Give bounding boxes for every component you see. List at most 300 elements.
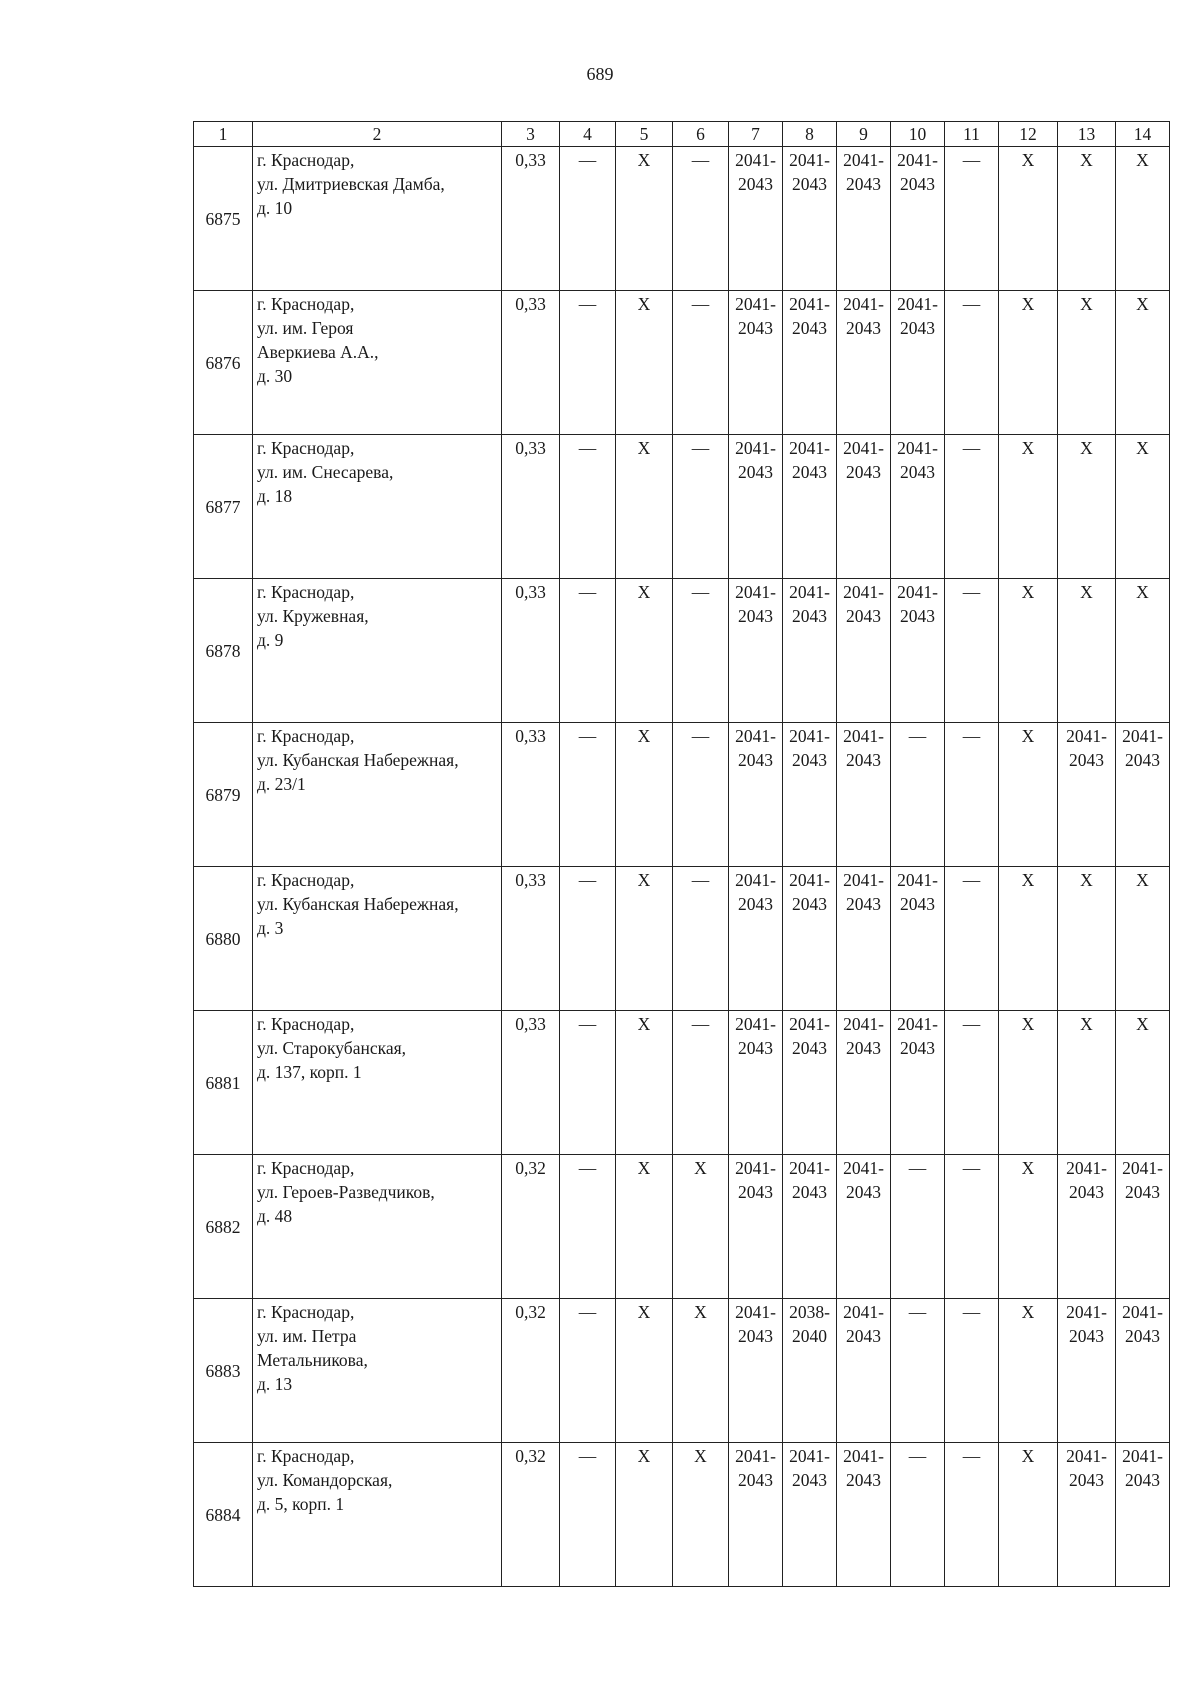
cell-value: 2041- (897, 150, 938, 170)
cell-value: X (1021, 1302, 1035, 1322)
cell-value: 2041- (1122, 1302, 1163, 1322)
cell-value: X (1136, 150, 1149, 170)
value-cell-col-7 (729, 1299, 783, 1443)
cell-value: — (908, 1446, 927, 1466)
table-row (194, 291, 1170, 435)
value-cell-col-6 (673, 1155, 729, 1299)
value-cell-col-8 (783, 147, 837, 291)
value-cell-col-11 (945, 723, 999, 867)
value-cell-col-7 (729, 723, 783, 867)
cell-value: X (1080, 582, 1093, 602)
value-cell-col-4 (560, 1299, 616, 1443)
cell-value: X (1021, 1158, 1035, 1178)
cell-value: X (694, 1446, 707, 1466)
address-line: г. Краснодар, (257, 726, 355, 746)
cell-value: 2041- (897, 438, 938, 458)
cell-value: — (691, 294, 710, 314)
value-cell-col-5 (616, 867, 673, 1011)
cell-value: — (691, 150, 710, 170)
cell-value: X (637, 582, 651, 602)
value-cell-col-5 (616, 1299, 673, 1443)
value-cell-col-4 (560, 1443, 616, 1587)
cell-value: 2043 (846, 318, 881, 338)
column-header-2: 2 (253, 122, 502, 147)
cell-value: X (1136, 294, 1149, 314)
cell-value: 2043 (1069, 1470, 1104, 1490)
value-cell-col-6 (673, 291, 729, 435)
cell-value: 2041- (843, 1014, 884, 1034)
value-cell-col-12 (999, 291, 1058, 435)
cell-value: — (578, 438, 597, 458)
cell-value: X (694, 1302, 707, 1322)
value-cell-col-13 (1058, 579, 1116, 723)
value-cell-col-4 (560, 435, 616, 579)
address-line: г. Краснодар, (257, 150, 355, 170)
cell-value: 2041- (735, 294, 776, 314)
cell-value: 2041- (1066, 726, 1107, 746)
cell-value: — (908, 726, 927, 746)
table-row (194, 579, 1170, 723)
value-cell-col-5 (616, 723, 673, 867)
cell-value: 2041- (1122, 1446, 1163, 1466)
cell-value: 0,33 (515, 1014, 546, 1034)
value-cell-col-5 (616, 147, 673, 291)
cell-value: 2041- (1066, 1446, 1107, 1466)
cell-value: 2043 (738, 1182, 773, 1202)
value-cell-col-13 (1058, 1011, 1116, 1155)
value-cell-col-14 (1116, 1155, 1170, 1299)
column-header-8: 8 (783, 122, 837, 147)
cell-value: 2043 (846, 894, 881, 914)
cell-value: 2043 (900, 462, 935, 482)
value-cell-col-10 (891, 1155, 945, 1299)
cell-value: 2041- (735, 582, 776, 602)
table-row (194, 723, 1170, 867)
address-line: ул. Кубанская Набережная, (257, 750, 459, 770)
cell-value: X (1080, 870, 1093, 890)
value-cell-col-12 (999, 579, 1058, 723)
cell-value: 2043 (846, 1326, 881, 1346)
value-cell-col-9 (837, 579, 891, 723)
value-cell-col-10 (891, 291, 945, 435)
address-line: ул. Кубанская Набережная, (257, 894, 459, 914)
address-line: г. Краснодар, (257, 1014, 355, 1034)
column-header-9: 9 (837, 122, 891, 147)
cell-value: 0,33 (515, 582, 546, 602)
table-row (194, 435, 1170, 579)
cell-value: 2043 (792, 750, 827, 770)
cell-value: 0,33 (515, 870, 546, 890)
address-line: д. 137, корп. 1 (257, 1062, 362, 1082)
cell-value: 2041- (735, 1302, 776, 1322)
value-cell-col-11 (945, 1155, 999, 1299)
cell-value: 2043 (846, 750, 881, 770)
cell-value: 2043 (900, 606, 935, 626)
value-cell-col-9 (837, 435, 891, 579)
cell-value: — (962, 726, 981, 746)
cell-value: 2041- (789, 150, 830, 170)
table-header (194, 122, 1170, 147)
row-number: 6879 (194, 723, 253, 867)
cell-value: 2043 (846, 606, 881, 626)
value-cell-col-14 (1116, 867, 1170, 1011)
cell-value: — (908, 1158, 927, 1178)
value-cell-col-14 (1116, 147, 1170, 291)
cell-value: 0,32 (515, 1302, 546, 1322)
value-cell-col-13 (1058, 1299, 1116, 1443)
address-cell (253, 1155, 502, 1299)
value-cell-col-10 (891, 1299, 945, 1443)
address-line: Метальникова, (257, 1350, 368, 1370)
value-cell-col-8 (783, 867, 837, 1011)
column-header-7: 7 (729, 122, 783, 147)
value-cell-col-8 (783, 1011, 837, 1155)
cell-value: 2043 (738, 1326, 773, 1346)
value-cell-col-14 (1116, 723, 1170, 867)
column-header-6: 6 (673, 122, 729, 147)
cell-value: 2041- (735, 1014, 776, 1034)
value-cell-col-4 (560, 147, 616, 291)
cell-value: X (637, 1014, 651, 1034)
cell-value: 2041- (789, 1446, 830, 1466)
cell-value: X (1021, 726, 1035, 746)
value-cell-col-9 (837, 1443, 891, 1587)
address-line: д. 3 (257, 918, 284, 938)
address-line: д. 18 (257, 486, 293, 506)
value-cell-col-11 (945, 867, 999, 1011)
cell-value: X (694, 1158, 707, 1178)
value-cell-col-7 (729, 291, 783, 435)
cell-value: 2041- (843, 726, 884, 746)
cell-value: — (578, 150, 597, 170)
value-cell-col-6 (673, 723, 729, 867)
cell-value: 2043 (900, 318, 935, 338)
cell-value: 2041- (735, 1158, 776, 1178)
cell-value: X (1021, 294, 1035, 314)
row-number: 6882 (194, 1155, 253, 1299)
value-cell-col-3 (502, 1443, 560, 1587)
address-line: г. Краснодар, (257, 870, 355, 890)
cell-value: 2043 (792, 174, 827, 194)
cell-value: 2043 (792, 1182, 827, 1202)
cell-value: — (578, 1302, 597, 1322)
cell-value: 2043 (1125, 750, 1160, 770)
address-cell (253, 1443, 502, 1587)
value-cell-col-5 (616, 435, 673, 579)
cell-value: — (962, 150, 981, 170)
address-cell (253, 867, 502, 1011)
cell-value: X (1136, 438, 1149, 458)
column-header-11: 11 (945, 122, 999, 147)
value-cell-col-9 (837, 1299, 891, 1443)
cell-value: 2041- (843, 1302, 884, 1322)
cell-value: X (1080, 1014, 1093, 1034)
value-cell-col-6 (673, 147, 729, 291)
value-cell-col-4 (560, 1011, 616, 1155)
cell-value: X (1136, 1014, 1149, 1034)
value-cell-col-8 (783, 291, 837, 435)
column-header-12: 12 (999, 122, 1058, 147)
value-cell-col-10 (891, 867, 945, 1011)
value-cell-col-9 (837, 1011, 891, 1155)
value-cell-col-14 (1116, 579, 1170, 723)
address-line: д. 13 (257, 1374, 293, 1394)
value-cell-col-14 (1116, 1011, 1170, 1155)
value-cell-col-13 (1058, 1155, 1116, 1299)
cell-value: 2041- (897, 1014, 938, 1034)
cell-value: — (962, 1014, 981, 1034)
cell-value: 2041- (843, 870, 884, 890)
cell-value: — (691, 726, 710, 746)
address-line: д. 30 (257, 366, 293, 386)
value-cell-col-3 (502, 1155, 560, 1299)
cell-value: 2041- (843, 582, 884, 602)
cell-value: X (1021, 438, 1035, 458)
value-cell-col-12 (999, 867, 1058, 1011)
value-cell-col-10 (891, 435, 945, 579)
cell-value: — (578, 294, 597, 314)
value-cell-col-12 (999, 1299, 1058, 1443)
cell-value: 2041- (843, 150, 884, 170)
address-cell (253, 579, 502, 723)
value-cell-col-4 (560, 579, 616, 723)
cell-value: 2043 (846, 1470, 881, 1490)
address-line: д. 9 (257, 630, 284, 650)
cell-value: X (1136, 870, 1149, 890)
cell-value: — (962, 1446, 981, 1466)
cell-value: 2041- (735, 870, 776, 890)
value-cell-col-12 (999, 723, 1058, 867)
value-cell-col-4 (560, 291, 616, 435)
cell-value: 2043 (1125, 1470, 1160, 1490)
cell-value: 2043 (738, 462, 773, 482)
value-cell-col-7 (729, 1155, 783, 1299)
value-cell-col-7 (729, 1443, 783, 1587)
value-cell-col-4 (560, 1155, 616, 1299)
cell-value: X (637, 726, 651, 746)
column-header-5: 5 (616, 122, 673, 147)
value-cell-col-11 (945, 291, 999, 435)
cell-value: 2041- (1066, 1158, 1107, 1178)
cell-value: 2043 (738, 1470, 773, 1490)
cell-value: X (1080, 438, 1093, 458)
address-line: г. Краснодар, (257, 1158, 355, 1178)
address-line: г. Краснодар, (257, 294, 355, 314)
table-row (194, 147, 1170, 291)
value-cell-col-7 (729, 435, 783, 579)
cell-value: 2043 (846, 1038, 881, 1058)
cell-value: 2043 (792, 1038, 827, 1058)
value-cell-col-9 (837, 723, 891, 867)
address-line: г. Краснодар, (257, 438, 355, 458)
table-body (194, 147, 1170, 1587)
row-number: 6878 (194, 579, 253, 723)
cell-value: 2041- (789, 870, 830, 890)
value-cell-col-11 (945, 1443, 999, 1587)
table-row (194, 1443, 1170, 1587)
value-cell-col-9 (837, 1155, 891, 1299)
page-number: 689 (586, 64, 614, 84)
cell-value: — (578, 870, 597, 890)
cell-value: 0,32 (515, 1158, 546, 1178)
cell-value: 2043 (738, 894, 773, 914)
cell-value: — (962, 582, 981, 602)
value-cell-col-3 (502, 291, 560, 435)
cell-value: 2043 (1069, 750, 1104, 770)
cell-value: 2041- (735, 726, 776, 746)
value-cell-col-8 (783, 579, 837, 723)
value-cell-col-6 (673, 1443, 729, 1587)
value-cell-col-5 (616, 1155, 673, 1299)
register-table (193, 121, 1170, 1587)
value-cell-col-13 (1058, 1443, 1116, 1587)
cell-value: 2043 (1125, 1182, 1160, 1202)
cell-value: X (637, 870, 651, 890)
cell-value: 2043 (1125, 1326, 1160, 1346)
value-cell-col-6 (673, 867, 729, 1011)
address-line: Аверкиева А.А., (257, 342, 379, 362)
cell-value: — (962, 294, 981, 314)
address-cell (253, 723, 502, 867)
value-cell-col-4 (560, 723, 616, 867)
cell-value: 2041- (789, 294, 830, 314)
value-cell-col-3 (502, 435, 560, 579)
value-cell-col-10 (891, 579, 945, 723)
value-cell-col-5 (616, 1011, 673, 1155)
value-cell-col-14 (1116, 291, 1170, 435)
cell-value: 2040 (792, 1326, 827, 1346)
address-line: ул. им. Снесарева, (257, 462, 394, 482)
cell-value: X (1021, 1446, 1035, 1466)
cell-value: 2041- (897, 294, 938, 314)
address-cell (253, 435, 502, 579)
value-cell-col-8 (783, 1299, 837, 1443)
value-cell-col-9 (837, 291, 891, 435)
value-cell-col-12 (999, 1011, 1058, 1155)
cell-value: — (962, 870, 981, 890)
column-header-3: 3 (502, 122, 560, 147)
cell-value: 2043 (738, 174, 773, 194)
value-cell-col-8 (783, 723, 837, 867)
header-row (194, 122, 1170, 147)
cell-value: 2041- (789, 582, 830, 602)
value-cell-col-3 (502, 579, 560, 723)
value-cell-col-12 (999, 147, 1058, 291)
value-cell-col-14 (1116, 435, 1170, 579)
value-cell-col-10 (891, 723, 945, 867)
cell-value: — (962, 438, 981, 458)
row-number: 6883 (194, 1299, 253, 1443)
address-line: ул. Кружевная, (257, 606, 369, 626)
value-cell-col-8 (783, 1443, 837, 1587)
cell-value: 2043 (738, 750, 773, 770)
address-line: г. Краснодар, (257, 582, 355, 602)
cell-value: 2041- (735, 150, 776, 170)
value-cell-col-6 (673, 435, 729, 579)
value-cell-col-6 (673, 579, 729, 723)
value-cell-col-10 (891, 1011, 945, 1155)
cell-value: 2041- (897, 870, 938, 890)
value-cell-col-13 (1058, 435, 1116, 579)
cell-value: 2041- (897, 582, 938, 602)
value-cell-col-4 (560, 867, 616, 1011)
cell-value: X (1080, 294, 1093, 314)
address-line: д. 5, корп. 1 (257, 1494, 345, 1514)
value-cell-col-11 (945, 1299, 999, 1443)
value-cell-col-5 (616, 1443, 673, 1587)
address-line: ул. Старокубанская, (257, 1038, 407, 1058)
cell-value: 0,33 (515, 294, 546, 314)
value-cell-col-7 (729, 147, 783, 291)
cell-value: 2043 (900, 1038, 935, 1058)
cell-value: X (637, 294, 651, 314)
cell-value: 2043 (738, 1038, 773, 1058)
cell-value: 2041- (843, 438, 884, 458)
value-cell-col-3 (502, 1011, 560, 1155)
column-header-1: 1 (194, 122, 253, 147)
value-cell-col-5 (616, 291, 673, 435)
column-header-10: 10 (891, 122, 945, 147)
cell-value: 2041- (843, 1158, 884, 1178)
cell-value: — (691, 438, 710, 458)
table-row (194, 1011, 1170, 1155)
cell-value: 2041- (735, 1446, 776, 1466)
address-line: д. 23/1 (257, 774, 306, 794)
value-cell-col-10 (891, 1443, 945, 1587)
value-cell-col-3 (502, 147, 560, 291)
value-cell-col-14 (1116, 1299, 1170, 1443)
cell-value: X (637, 438, 651, 458)
table-row (194, 1155, 1170, 1299)
cell-value: 2043 (792, 1470, 827, 1490)
cell-value: 2043 (900, 894, 935, 914)
address-line: г. Краснодар, (257, 1302, 355, 1322)
table-row (194, 1299, 1170, 1443)
cell-value: 2041- (789, 1158, 830, 1178)
cell-value: 2043 (792, 606, 827, 626)
address-line: д. 10 (257, 198, 293, 218)
cell-value: 2041- (843, 294, 884, 314)
cell-value: 0,33 (515, 726, 546, 746)
cell-value: 2043 (846, 1182, 881, 1202)
cell-value: — (578, 582, 597, 602)
cell-value: — (962, 1302, 981, 1322)
cell-value: — (691, 870, 710, 890)
cell-value: — (691, 1014, 710, 1034)
cell-value: — (691, 582, 710, 602)
cell-value: 2043 (846, 174, 881, 194)
value-cell-col-7 (729, 579, 783, 723)
cell-value: X (637, 1446, 651, 1466)
cell-value: X (1080, 150, 1093, 170)
value-cell-col-5 (616, 579, 673, 723)
cell-value: 2043 (738, 606, 773, 626)
cell-value: 2038- (789, 1302, 830, 1322)
address-cell (253, 1011, 502, 1155)
address-line: д. 48 (257, 1206, 293, 1226)
value-cell-col-12 (999, 1155, 1058, 1299)
address-line: ул. Командорская, (257, 1470, 393, 1490)
value-cell-col-9 (837, 147, 891, 291)
cell-value: — (908, 1302, 927, 1322)
value-cell-col-8 (783, 1155, 837, 1299)
cell-value: 2041- (843, 1446, 884, 1466)
value-cell-col-11 (945, 147, 999, 291)
address-line: г. Краснодар, (257, 1446, 355, 1466)
cell-value: 0,33 (515, 150, 546, 170)
cell-value: 2041- (1066, 1302, 1107, 1322)
cell-value: 2043 (1069, 1326, 1104, 1346)
